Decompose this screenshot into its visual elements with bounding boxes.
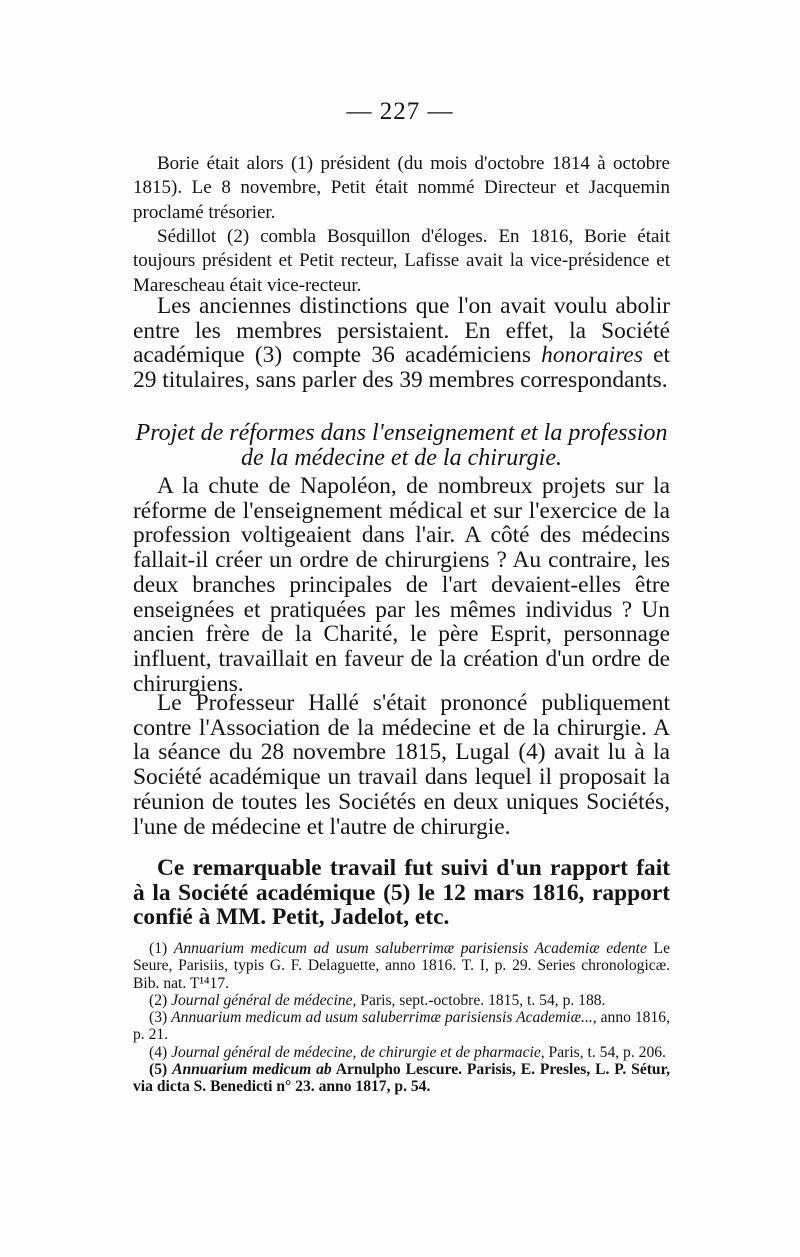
footnote-3 bbox=[133, 1009, 670, 1044]
paragraph-text: Borie était alors (1) président (du mois d'octobre 1814 à octobre 1815). Le 8 novembre, Petit était nommé Directeur et Jacquemin proclamé trésorier. bbox=[133, 153, 670, 223]
paragraph-halle bbox=[133, 691, 670, 839]
footnote-4 bbox=[133, 1044, 670, 1061]
footnote-number: (2) bbox=[149, 991, 172, 1009]
paragraph-distinctions bbox=[133, 294, 670, 393]
paragraph-rapport bbox=[133, 856, 670, 930]
paragraph-napoleon bbox=[133, 474, 670, 696]
footnote-1 bbox=[133, 940, 670, 992]
footnote-number: (1) bbox=[149, 940, 174, 957]
section-heading bbox=[133, 421, 670, 471]
footnote-text: Arnulpho Lescure. Parisis, E. Presles, L. P. Sétur, via dicta S. Benedicti n° 23. anno 1817, p. 54. bbox=[133, 1061, 670, 1096]
footnotes bbox=[133, 940, 670, 1096]
paragraph-text bbox=[133, 294, 670, 393]
footnote-text: Le Seure, Parisiis, typis G. F. Delaguette, anno 1816. T. I, p. 29. Series chronologicæ. Bib. nat. T¹⁴17. bbox=[133, 940, 670, 992]
footnote-number: (4) bbox=[149, 1043, 172, 1061]
footnote-2 bbox=[133, 992, 670, 1009]
footnote-text: Paris, t. 54, p. 206. bbox=[544, 1043, 666, 1061]
footnote-text: Paris, sept.-octobre. 1815, t. 54, p. 188. bbox=[356, 991, 606, 1009]
paragraph-text-part: Les anciennes distinctions que l'on avait voulu abolir entre les membres persistaient. En effet, la Société académique (3) compte 36 académiciens bbox=[133, 293, 670, 369]
paragraph-borie bbox=[133, 152, 670, 225]
footnote-5 bbox=[133, 1061, 670, 1096]
footnote-text: anno 1816, p. 21. bbox=[133, 1009, 670, 1044]
footnote-title: Annuarium medicum ad usum saluberrimæ parisiensis Academiæ edente bbox=[173, 940, 647, 957]
heading-line-1: Projet de réformes dans l'enseignement et la profession bbox=[135, 420, 668, 446]
page-number: — 227 — bbox=[346, 98, 454, 125]
paragraph-text: Ce remarquable travail fut suivi d'un rapport fait à la Société académique (5) le 12 mars 1816, rapport confié à MM. Petit, Jadelot, etc. bbox=[133, 855, 670, 931]
paragraph-sedillot bbox=[133, 225, 670, 298]
paragraph-text: A la chute de Napoléon, de nombreux projets sur la réforme de l'enseignement médical et sur l'exercice de la profession voltigeaient dans l'air. A côté des médecins fallait-il créer un ordre de chirurgiens ? Au contraire, les deux branches principales de l'art devaient-elles être enseignées et pratiquées par les mêmes individus ? Un ancien frère de la Charité, le père Esprit, personnage influent, travaillait en faveur de la création d'un ordre de chirurgiens. bbox=[133, 473, 670, 697]
paragraph-emphasis: honoraires bbox=[541, 342, 643, 369]
paragraph-text-part: et 29 titulaires, sans parler des 39 membres correspondants. bbox=[133, 342, 670, 394]
footnote-title: Annuarium medicum ad usum saluberrimæ parisiensis Academiæ..., bbox=[171, 1009, 597, 1027]
heading-line-2: de la médecine et de la chirurgie. bbox=[241, 445, 562, 471]
footnote-number: (5) bbox=[149, 1061, 173, 1079]
paragraph-text: Sédillot (2) combla Bosquillon d'éloges. En 1816, Borie était toujours président et Petit recteur, Lafisse avait la vice-présidence et Marescheau était vice-recteur. bbox=[133, 226, 670, 296]
footnote-number: (3) bbox=[149, 1009, 172, 1027]
footnote-title: Journal général de médecine, de chirurgie et de pharmacie, bbox=[171, 1043, 545, 1061]
paragraph-text: Le Professeur Hallé s'était prononcé publiquement contre l'Association de la médecine et de la chirurgie. A la séance du 28 novembre 1815, Lugal (4) avait lu à la Société académique un travail dans lequel il proposait la réunion de toutes les Sociétés en deux uniques Sociétés, l'une de médecine et l'autre de chirurgie. bbox=[133, 690, 670, 840]
footnote-title: Journal général de médecine, bbox=[171, 991, 357, 1009]
footnote-title: Annuarium medicum ab bbox=[172, 1061, 332, 1079]
